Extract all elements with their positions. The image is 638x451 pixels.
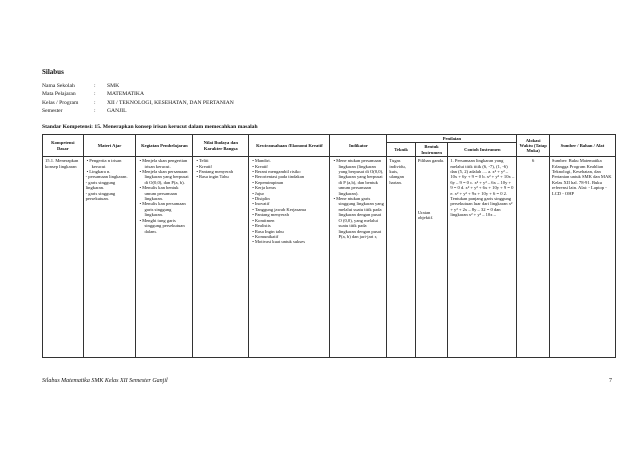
header-teknik: Teknik: [387, 143, 415, 157]
meta-row: [42, 82, 234, 90]
list-item: • Kepemimpinan: [257, 180, 327, 185]
list-item: • Mandiri.: [257, 158, 327, 163]
list-item: • Jujur: [257, 191, 327, 196]
cell-bentuk: [415, 157, 448, 358]
page-number: 7: [609, 378, 612, 384]
list-item: Uraian objektif.: [417, 209, 434, 221]
list-item: • Menulis kan bentuk umum persamaan lingkaran.: [144, 185, 190, 201]
header-kompetensi: Kompetensi Dasar: [43, 135, 84, 157]
meta-row: [42, 107, 234, 115]
document-meta: [42, 82, 234, 115]
header-kegiatan: Kegiatan Pembelajaran: [136, 135, 193, 157]
list-item: • Menghi tung garis singgung persekutuan dalam.: [144, 218, 190, 234]
list-item: • Pantang menyerah: [257, 212, 327, 217]
cell-kegiatan: [136, 157, 193, 358]
footer-text: Silabus Matematika SMK Kelas XII Semester Ganjil: [42, 378, 168, 384]
list-item: • Lingkara n.: [92, 169, 134, 174]
meta-value: SMK: [107, 83, 120, 89]
list-item: • Pengertia n irisan kerucut: [92, 158, 134, 169]
meta-value: GANJIL: [107, 107, 127, 114]
list-item: • Realistis: [257, 223, 327, 228]
header-kewirausahaan: Kewirausahaan /Ekonomi Kreatif: [249, 135, 330, 157]
cell-kompetensi: 15.1. Menerapkan konsep lingkaran: [43, 157, 84, 358]
header-nilai: Nilai Budaya dan Karakter Bangsa: [193, 135, 249, 157]
cell-teknik: Tugas individu, kuis, ulangan harian.: [387, 157, 415, 358]
list-item: • Kreatif: [201, 164, 246, 169]
meta-sep: :: [94, 99, 96, 106]
meta-value: XII / TEKNOLOGI, KESEHATAN, DAN PERTANIAN: [107, 99, 234, 106]
cell-kewirausahaan: [249, 157, 330, 358]
header-alokasi: Alokasi Waktu (Tatap Muka): [517, 135, 550, 157]
standar-kompetensi: Standar Kompetensi: 15. Menerapkan konsep irisan kerucut dalam memecahkan masalah: [42, 124, 258, 130]
list-item: • Rasa ingin Tahu: [201, 174, 246, 179]
header-indikator: Indikator: [330, 135, 387, 157]
header-contoh: Contoh Instrumen: [448, 143, 517, 157]
list-item: • Mene ntukan garis singgung lingkaran yang melalui suatu titik pada lingkaran dengan pusat O (0,0), yang melalui suatu titik pada lingkaran dengan pusat P(a, b) dan jari-jari r,: [338, 196, 384, 239]
list-item: - garis singgung persekutuan.: [85, 190, 116, 202]
list-item: • Teliti: [201, 158, 246, 163]
list-item: • Berani mengambil risiko: [257, 169, 327, 174]
list-item: - persamaan lingkaran.: [85, 174, 128, 180]
cell-indikator: [330, 157, 387, 358]
list-item: • Menjela skan persamaan lingkaran yang berpusat di O(0,0), dan P(a, b).: [144, 169, 190, 185]
header-bentuk: Bentuk Instrumen: [415, 143, 448, 157]
list-item: • Kerja keras: [257, 185, 327, 190]
meta-key: Mata Pelajaran: [42, 91, 76, 98]
cell-materi: [83, 157, 136, 358]
cell-sumber: Sumber: Buku Matematika Erlangga Program Keahlian Teknologi, Kesehatan, dan Pertanian untuk SMK dan MAK Kelas XII hal. 78-91. Buku referensi lain. Alat: - Laptop - LCD - OHP: [549, 157, 615, 358]
meta-key: Nama Sekolah: [42, 83, 75, 89]
meta-sep: :: [94, 107, 96, 114]
cell-nilai: [193, 157, 249, 358]
spacer: [418, 164, 446, 210]
cell-alokasi: 6: [517, 157, 550, 358]
header-sumber: Sumber / Bahan / Alat: [549, 135, 615, 157]
silabus-table: [42, 134, 616, 358]
list-item: • Disiplin: [257, 196, 327, 201]
header-penilaian: Penilaian: [387, 135, 517, 143]
list-item: • Mene ntukan persamaan lingkaran (lingkaran yang berpusat di O(0,0), lingkaran yang berpusat di P (a,b), dan bentuk umum persamaan lingkaran).: [338, 158, 384, 196]
list-item: • Menjela skan pengertian irisan kerucut.: [144, 158, 190, 169]
meta-sep: :: [94, 83, 96, 89]
list-item: • Menulis kan persamaan garis singgung lingkaran.: [144, 201, 190, 217]
meta-value: MATEMATIKA: [107, 91, 144, 98]
list-item: - garis singgung lingkaran.: [85, 179, 116, 191]
table-row: [43, 157, 616, 358]
list-item: • Komitmen: [257, 218, 327, 223]
list-item: • Tanggung jawab Kerjasama: [257, 207, 327, 212]
meta-row: [42, 90, 234, 98]
list-item: • Komunikatif: [257, 234, 327, 239]
document-title: Silabus: [42, 68, 64, 76]
list-item: • Motivasi kuat untuk sukses: [257, 239, 327, 244]
meta-key: Semester: [42, 107, 63, 114]
list-item: • Inovatif: [257, 201, 327, 206]
meta-row: [42, 99, 234, 107]
header-materi: Materi Ajar: [83, 135, 136, 157]
list-item: • Berorientasi pada tindakan: [257, 174, 327, 179]
meta-key: Kelas / Program: [42, 99, 79, 106]
list-item: • Pantang menyerah: [201, 169, 246, 174]
list-item: • Rasa Ingin tahu: [257, 229, 327, 234]
meta-sep: :: [94, 91, 96, 98]
list-item: • Kreatif: [257, 164, 327, 169]
list-item: Pilihan ganda.: [417, 158, 445, 164]
cell-contoh: 1. Persamaan lingkaran yang melalui titik titik (6, -7), (1, -6) dan (5, 2) adalah .... a. x² + y² – 10x + 6y + 9 = 0 b. x² + y² + 10x – 6y – 9 = 0 c. x² + y² – 6x – 10y + 9 = 0 d. x² + y² + 6x + 10y + 9 = 0 e. x² + y² + 9x + 10y + 6 = 0 2. Tentukan panjang garis singgung persekutuan luar dari lingkaran x² + y² + 2x – 8y – 32 = 0 dan lingkaran x² + y² – 10x –: [448, 157, 517, 358]
